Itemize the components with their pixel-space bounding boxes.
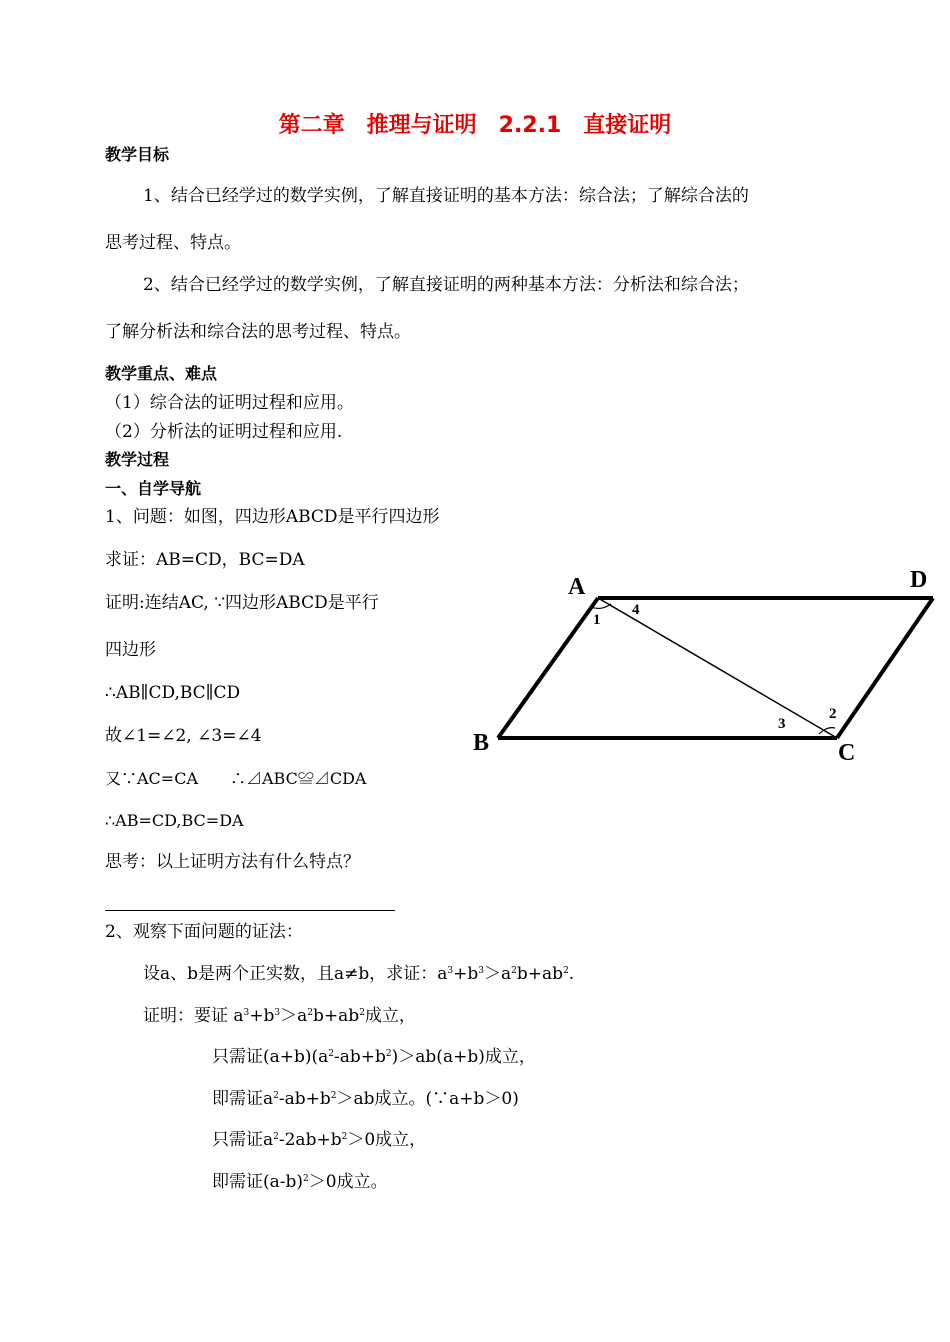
given-statement: 设a、b是两个正实数，且a≠b，求证：$a^3+b^3>a^2b+ab^2$. [143,964,575,984]
angle-label-3: 3 [778,716,786,732]
angle-label-1: 1 [593,612,601,628]
vertex-label-a: A [568,574,586,600]
vertex-label-b: B [473,730,490,756]
proof-step-4: ∴AB=CD,BC=DA [105,811,244,830]
section-1-heading: 一、自学导航 [105,479,202,498]
answer-blank-line [105,910,395,911]
objectives-heading: 教学目标 [105,145,170,164]
key-point-1: （1）综合法的证明过程和应用。 [105,393,354,413]
analysis-step-1: 只需证$(a+b)(a^2-ab+b^2)>ab(a+b)$成立， [212,1047,536,1067]
section-2-heading: 2、观察下面问题的证法： [105,922,303,942]
diagonal-ac [598,598,837,738]
analysis-step-4: 即需证$(a-b)^2>0$成立。 [212,1172,388,1192]
key-points-heading: 教学重点、难点 [105,364,218,383]
proof-line-2: 四边形 [105,640,156,660]
objective-1-line-2: 思考过程、特点。 [105,233,241,253]
side-ab [498,598,598,738]
parallelogram-figure [465,560,945,775]
proof-step-1: ∴AB∥CD,BC∥CD [105,683,241,703]
objective-1-line-1: 1、结合已经学过的数学实例，了解直接证明的基本方法：综合法；了解综合法的 [143,186,749,206]
analysis-proof-intro: 证明：要证 $a^3+b^3>a^2b+ab^2$成立， [143,1006,416,1026]
proof-step-2: 故∠1=∠2, ∠3=∠4 [105,726,262,746]
analysis-step-2: 即需证$a^2-ab+b^2>ab$成立。(∵a+b＞0) [212,1089,519,1109]
objective-2-line-1: 2、结合已经学过的数学实例，了解直接证明的两种基本方法：分析法和综合法； [143,275,749,295]
process-heading: 教学过程 [105,450,170,469]
vertex-label-c: C [838,740,856,766]
proof-step-3: 又∵AC=CA ∴⊿ABC≌⊿CDA [105,769,367,788]
angle-label-2: 2 [829,706,837,722]
angle-label-4: 4 [632,602,640,618]
side-dc [837,598,933,738]
proof-line-1: 证明:连结AC, ∵四边形ABCD是平行 [105,593,379,613]
analysis-step-3: 只需证$a^2-2ab+b^2>0$成立， [212,1130,427,1150]
think-question: 思考：以上证明方法有什么特点？ [105,852,360,872]
objective-2-line-2: 了解分析法和综合法的思考过程、特点。 [105,322,411,342]
problem-statement: 1、问题：如图，四边形ABCD是平行四边形 [105,507,440,527]
prove-statement: 求证：AB=CD，BC=DA [105,550,305,570]
vertex-label-d: D [910,567,928,593]
page-title: 第二章 推理与证明 2.2.1 直接证明 [278,113,672,138]
key-point-2: （2）分析法的证明过程和应用. [105,422,343,442]
